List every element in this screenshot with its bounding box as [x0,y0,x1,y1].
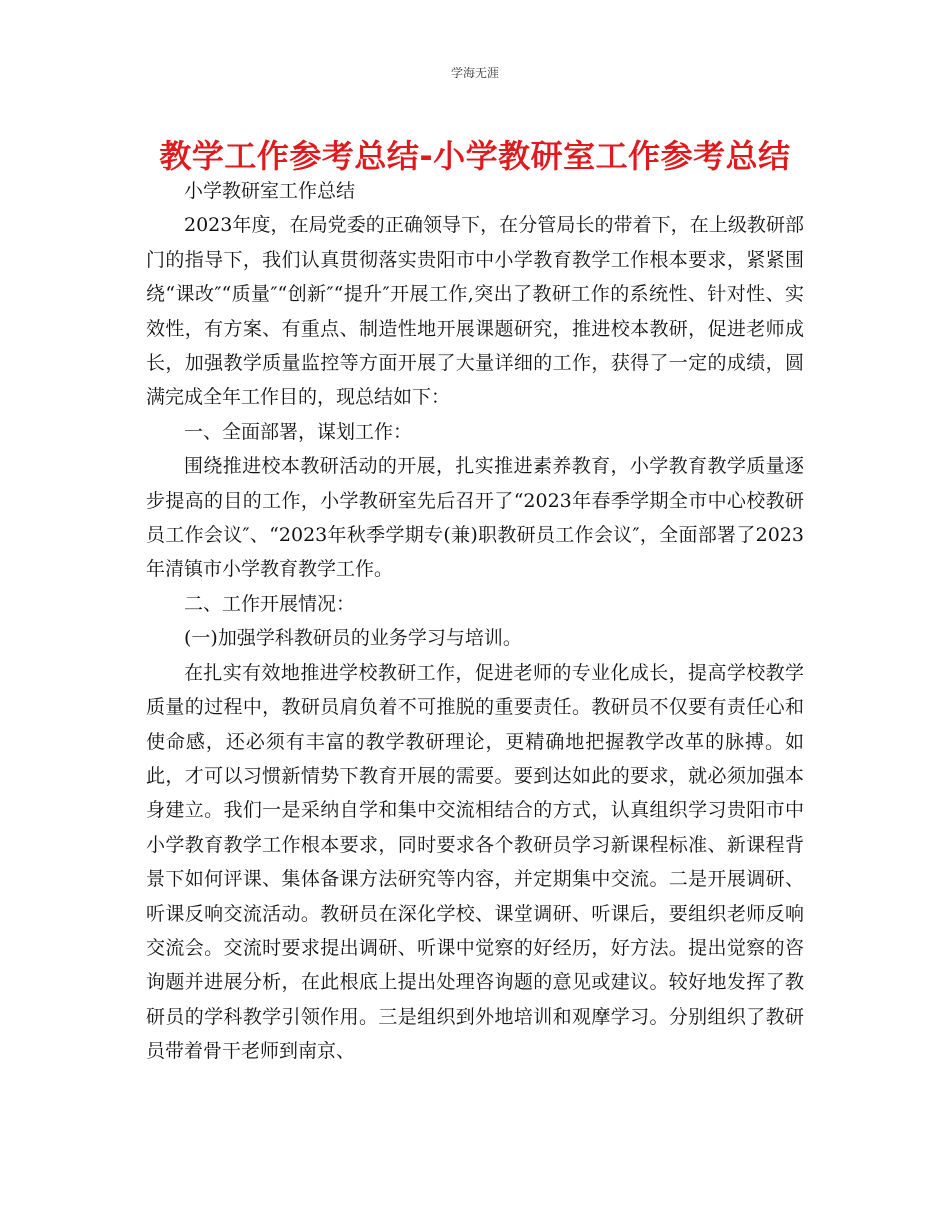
paragraph-deployment: 围绕推进校本教研活动的开展，扎实推进素养教育，小学教育教学质量逐步提高的目的工作，小学教研室先后召开了“2023年春季学期全市中心校教研员工作会议″、“2023年秋季学期专(兼)职教研员工作会议″，全面部署了2023年清镇市小学教育教学工作。 [146,455,804,581]
document-body [146,174,804,1069]
section-heading-2: 二、工作开展情况： [184,592,356,615]
paragraph-training: 在扎实有效地推进学校教研工作，促进老师的专业化成长，提高学校教学质量的过程中，教研员肩负着不可推脱的重要责任。教研员不仅要有责任心和使命感，还必须有丰富的教学教研理论，更精确地把握教学改革的脉搏。如此，才可以习惯新情势下教育开展的需要。要到达如此的要求，就必须加强本身建立。我们一是采纳自学和集中交流相结合的方式，认真组织学习贵阳市中小学教育教学工作根本要求，同时要求各个教研员学习新课程标准、新课程背景下如何评课、集体备课方法研究等内容，并定期集中交流。二是开展调研、听课反响交流活动。教研员在深化学校、课堂调研、听课后，要组织老师反响交流会。交流时要求提出调研、听课中觉察的好经历，好方法。提出觉察的咨询题并进展分析，在此根底上提出处理咨询题的意见或建议。较好地发挥了教研员的学科教学引领作用。三是组织到外地培训和观摩学习。分别组织了教研员带着骨干老师到南京、 [146,661,804,1063]
page-header: 学海无涯 [450,66,499,80]
subsection-heading-1: (一)加强学科教研员的业务学习与培训。 [184,627,522,650]
section-heading-1: 一、全面部署，谋划工作： [184,420,413,443]
document-title: 教学工作参考总结-小学教研室工作参考总结 [159,137,791,175]
section-subtitle: 小学教研室工作总结 [184,180,356,202]
paragraph-intro: 2023年度，在局党委的正确领导下，在分管局长的带着下，在上级教研部门的指导下，我们认真贯彻落实贵阳市中小学教育教学工作根本要求，紧紧围绕“课改″“质量″“创新″“提升″开展工作,突出了教研工作的系统性、针对性、实效性，有方案、有重点、制造性地开展课题研究，推进校本教研，促进老师成长，加强教学质量监控等方面开展了大量详细的工作，获得了一定的成绩，圆满完成全年工作目的，现总结如下： [146,214,804,409]
